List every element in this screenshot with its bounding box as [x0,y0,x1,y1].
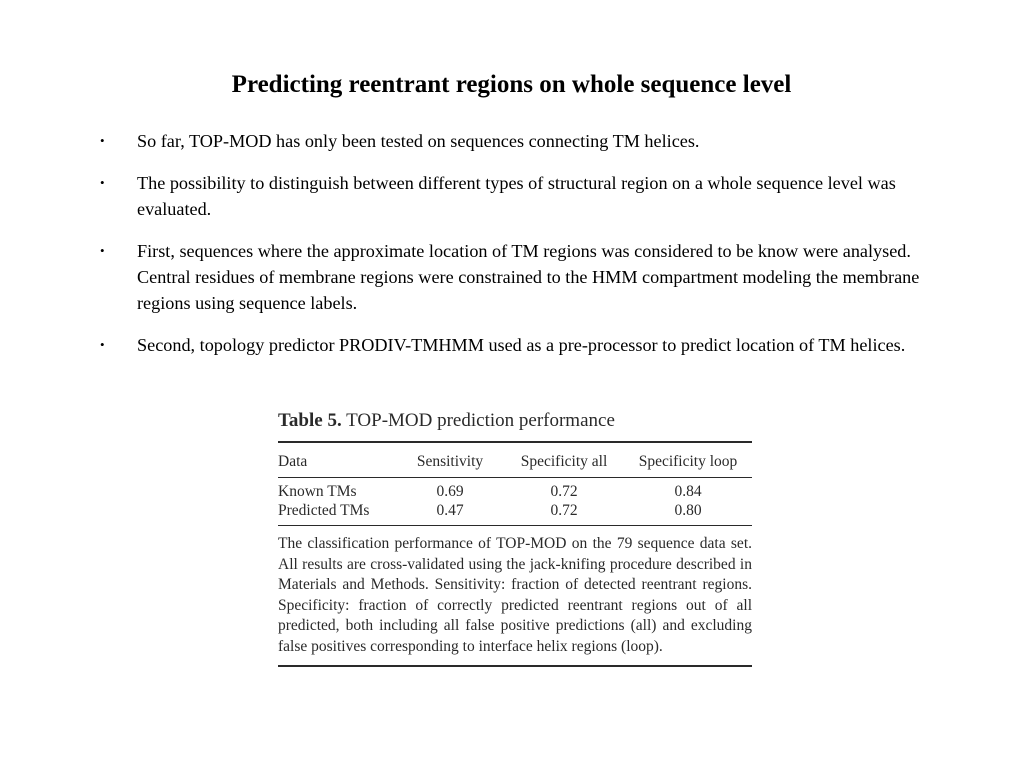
performance-table [278,441,752,525]
table-row [278,501,752,525]
table-header-row [278,442,752,478]
table-cell: Predicted TMs [278,502,370,519]
bullet-marker: • [100,243,105,258]
table-cell: 0.84 [674,483,702,500]
table-figure [278,410,752,667]
table-footnote: The classification performance of TOP-MOD on the 79 sequence data set. All results are cross-validated using the jack-knifing procedure described in Materials and Methods. Sensitivity: fraction of detected reentrant regions. Specificity: fraction of correctly predicted reentrant regions out of all predicted, both including all false positive predictions (all) and excluding false positives corresponding to interface helix regions (loop). [278,525,752,667]
bullet-item [100,128,960,154]
bullet-list [100,128,960,374]
bullet-text: Second, topology predictor PRODIV-TMHMM used as a pre-processor to predict location of TM helices. [137,335,906,355]
table-caption [278,410,752,432]
bullet-text: The possibility to distinguish between different types of structural region on a whole sequence level was evaluated. [137,173,896,219]
bullet-text: So far, TOP-MOD has only been tested on sequences connecting TM helices. [137,131,700,151]
table-caption-text: TOP-MOD prediction performance [346,410,615,431]
slide-title: Predicting reentrant regions on whole sequence level [231,71,792,98]
table-cell: 0.80 [674,502,702,519]
bullet-marker: • [100,337,105,352]
bullet-text: First, sequences where the approximate location of TM regions was considered to be know were analysed. Central residues of membrane regions were constrained to the HMM compartment modeling the membrane regions using sequence labels. [137,241,920,313]
bullet-marker: • [100,175,105,190]
table-label: Table 5. [278,410,342,431]
header-data: Data [278,442,396,478]
table-row [278,478,752,502]
table-cell: Known TMs [278,483,357,500]
bullet-marker: • [100,133,105,148]
table-cell: 0.69 [436,483,464,500]
header-specificity-all: Specificity all [504,442,624,478]
header-sensitivity: Sensitivity [396,442,504,478]
table-cell: 0.72 [550,502,578,519]
bullet-item [100,332,960,358]
bullet-item [100,170,960,222]
table-cell: 0.47 [436,502,464,519]
table-cell: 0.72 [550,483,578,500]
bullet-item [100,238,960,316]
header-specificity-loop: Specificity loop [624,442,752,478]
